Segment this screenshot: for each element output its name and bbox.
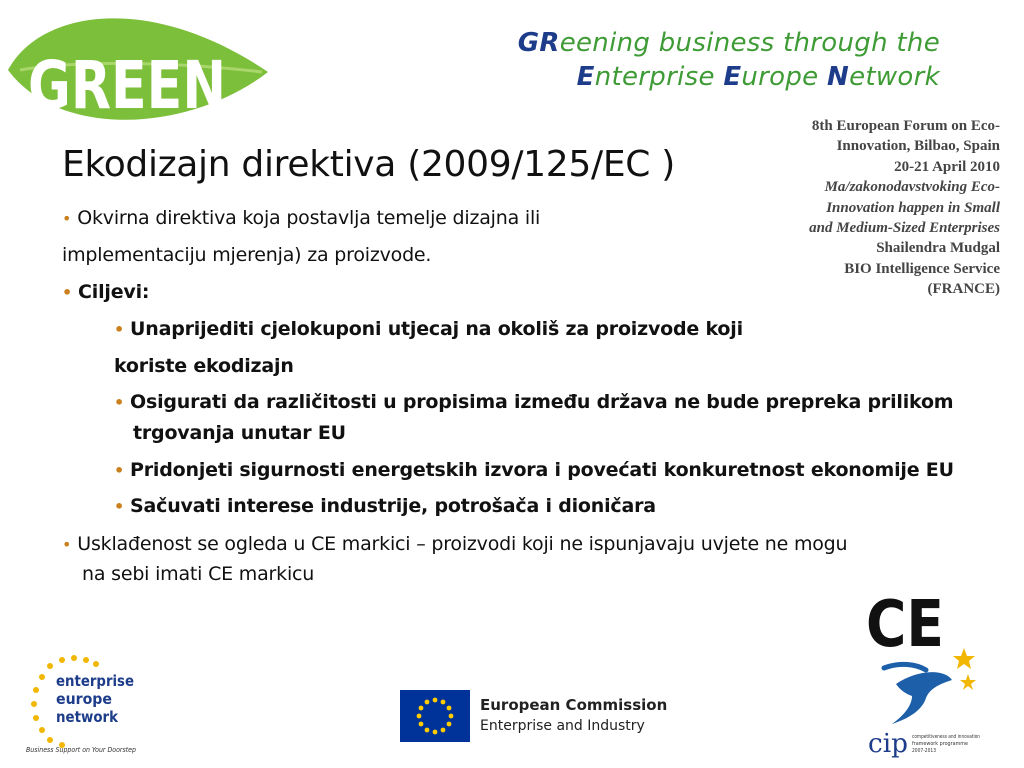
tagline-line-1: GReening business through the	[517, 28, 940, 58]
event-info	[800, 116, 1000, 300]
sub-bullet-continuation: trgovanja unutar EU	[133, 422, 346, 444]
bullet-continuation: implementaciju mjerenja) za proizvode.	[62, 244, 432, 266]
een-tagline: Business Support on Your Doorstep	[26, 746, 137, 754]
bullet-icon: •	[114, 461, 125, 480]
bullet-item: • Ciljevi:	[62, 281, 150, 303]
speaker-name: Shailendra Mudgal	[876, 240, 1000, 257]
een-word-2: europe	[56, 690, 112, 708]
bullet-icon: •	[62, 283, 73, 302]
event-date: 20-21 April 2010	[894, 158, 1000, 175]
cip-years: 2007-2013	[912, 748, 936, 754]
svg-text:CE: CE	[866, 588, 944, 662]
logo-wordmark: GREEN	[28, 47, 226, 124]
slide-title: Ekodizajn direktiva (2009/125/EC )	[62, 144, 675, 185]
ec-name: European Commission	[480, 696, 668, 714]
cip-text: cip	[868, 729, 908, 759]
sub-bullet-item: • Pridonjeti sigurnosti energetskih izvora i povećati konkuretnost ekonomije EU	[114, 459, 954, 481]
tagline-line-2: Enterprise Europe Network	[576, 62, 940, 92]
bullet-icon: •	[62, 209, 72, 228]
sub-bullet-item: • Unaprijediti cjelokuponi utjecaj na okoliš za proizvode koji	[114, 318, 743, 340]
bullet-icon: •	[62, 535, 72, 554]
een-word-1: enterprise	[56, 672, 134, 690]
green-logo	[0, 0, 275, 140]
een-logo	[22, 652, 142, 760]
event-topic: Ma/zakonodavstvoking Eco-Innovation happen in Small and Medium-Sized Enterprises	[809, 179, 1000, 237]
sub-bullet-item: • Osigurati da različitosti u propisima između država ne bude prepreka prilikom	[114, 391, 954, 413]
bullet-item: • Usklađenost se ogleda u CE markici – proizvodi koji ne ispunjavaju uvjete ne mogu	[62, 533, 848, 555]
een-word-3: network	[56, 708, 119, 726]
sub-bullet-continuation: koriste ekodizajn	[114, 355, 294, 377]
star-icon	[953, 648, 976, 690]
runner-figure-icon	[892, 672, 952, 724]
bullet-continuation: na sebi imati CE markicu	[82, 563, 315, 585]
sub-bullet-item: • Sačuvati interese industrije, potrošača i dioničara	[114, 495, 656, 517]
speaker-org: BIO Intelligence Service (FRANCE)	[844, 260, 1000, 298]
cip-caption-1: competitiveness and innovation	[912, 734, 980, 740]
eu-flag-icon	[400, 690, 470, 742]
bullet-item: • Okvirna direktiva koja postavlja temelje dizajna ili	[62, 207, 541, 229]
event-name: 8th European Forum on Eco-Innovation, Bilbao, Spain	[811, 118, 1000, 155]
cip-caption-2: framework programme	[912, 741, 968, 747]
cip-logo	[856, 640, 986, 760]
european-commission-logo	[400, 688, 690, 748]
bullet-icon: •	[114, 497, 125, 516]
bullet-icon: •	[114, 320, 125, 339]
bullet-icon: •	[114, 393, 125, 412]
ec-directorate: Enterprise and Industry	[480, 718, 645, 734]
